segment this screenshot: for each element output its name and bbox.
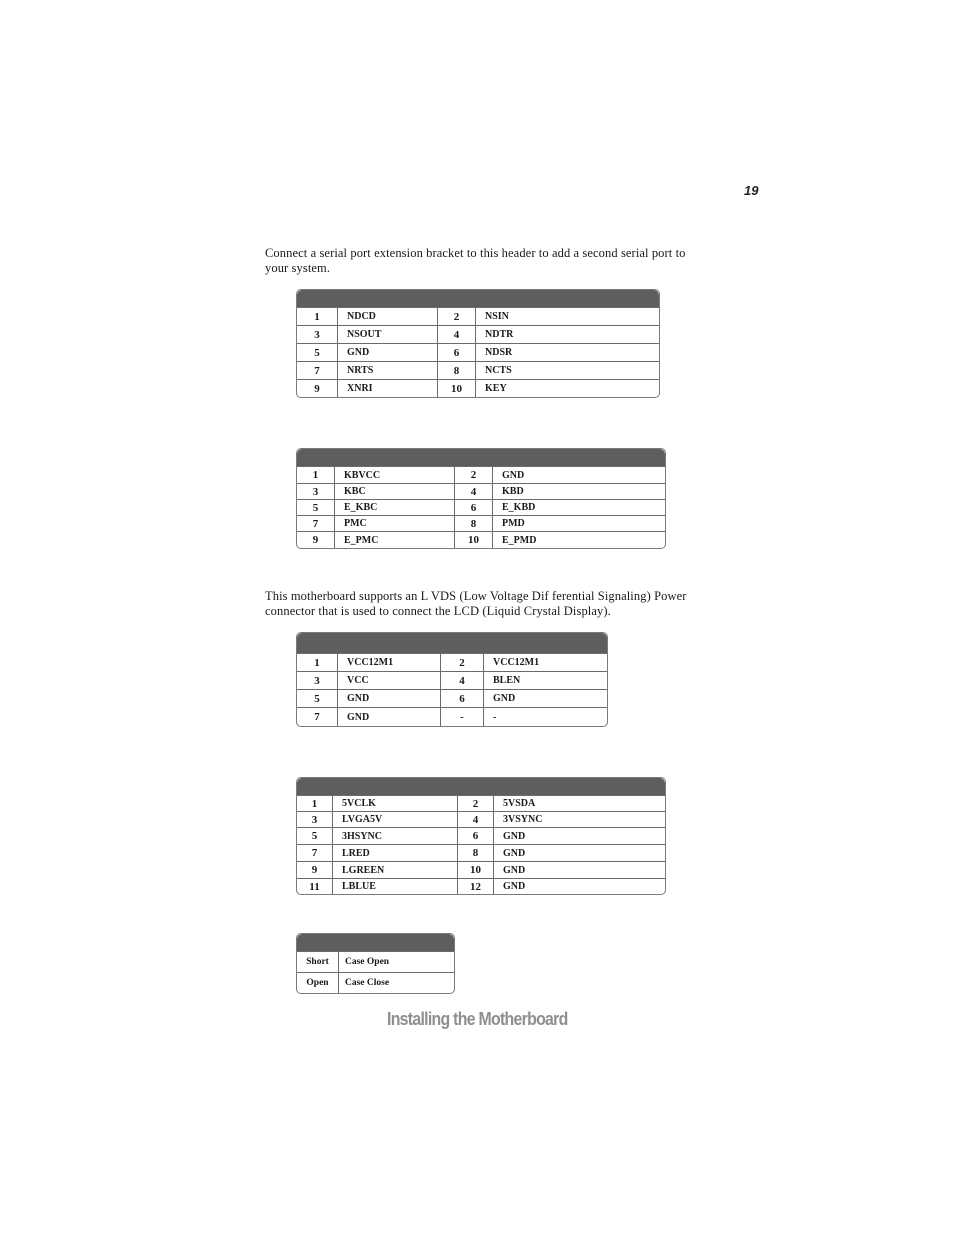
pin-number-cell: Open — [306, 978, 329, 988]
keyboard-mouse-table — [296, 448, 666, 549]
table-row — [297, 343, 659, 361]
signal-name-cell: - — [483, 708, 605, 726]
signal-name-cell: 5VSDA — [493, 796, 663, 811]
table-row — [297, 795, 665, 811]
pin-number-cell: 1 — [314, 310, 320, 323]
signal-name-cell: LBLUE — [332, 879, 457, 894]
signal-name-cell: KBVCC — [334, 467, 454, 483]
pin-number-cell: 11 — [309, 880, 320, 893]
pin-number-cell: 4 — [440, 672, 483, 689]
pin-number-cell: 5 — [311, 830, 318, 842]
signal-name-cell: NDSR — [475, 344, 657, 361]
table-row — [297, 379, 659, 397]
section-footer-title: Installing the Motherboard — [387, 1009, 568, 1029]
signal-name-cell: GND — [493, 879, 663, 894]
pin-number-cell: 7 — [311, 847, 318, 859]
table-header — [297, 449, 665, 466]
table-row — [297, 499, 665, 515]
signal-name-cell: NSOUT — [337, 326, 437, 343]
table-body — [297, 307, 659, 397]
table-header — [297, 290, 659, 307]
signal-name-cell: NCTS — [475, 362, 657, 379]
pin-number-cell: 5 — [314, 692, 320, 705]
signal-name-cell: NRTS — [337, 362, 437, 379]
signal-name-cell: 3VSYNC — [493, 812, 663, 827]
lvga-table — [296, 777, 666, 895]
serial-port-table — [296, 289, 660, 398]
lvds-description-line-2: connector that is used to connect the LCD (Liquid Crystal Display). — [265, 604, 611, 618]
signal-name-cell: LRED — [332, 845, 457, 861]
signal-name-cell: NDTR — [475, 326, 657, 343]
signal-name-cell: GND — [492, 467, 663, 483]
page-number: 19 — [744, 183, 759, 198]
pin-number-cell: 2 — [454, 467, 492, 483]
signal-name-cell: VCC12M1 — [337, 654, 440, 671]
signal-name-cell: PMC — [334, 516, 454, 531]
pin-number-cell: 7 — [314, 364, 320, 377]
pin-number-cell: 6 — [440, 690, 483, 707]
table-row — [297, 531, 665, 548]
pin-number-cell: 6 — [457, 828, 493, 844]
pin-number-cell: 8 — [457, 845, 493, 861]
table-row — [297, 325, 659, 343]
signal-name-cell: GND — [337, 708, 440, 726]
pin-number-cell: 6 — [437, 344, 475, 361]
pin-number-cell: 3 — [314, 328, 320, 341]
pin-number-cell: 1 — [312, 469, 319, 481]
pin-number-cell: 1 — [311, 797, 318, 810]
pin-number-cell: 7 — [312, 517, 319, 530]
pin-number-cell: 5 — [312, 501, 319, 514]
signal-name-cell: BLEN — [483, 672, 605, 689]
signal-name-cell: GND — [337, 344, 437, 361]
table-header — [297, 778, 665, 795]
table-row — [297, 707, 607, 726]
table-header — [297, 633, 607, 653]
pin-number-cell: 10 — [454, 532, 492, 548]
signal-name-cell: E_KBC — [334, 500, 454, 515]
table-row — [297, 307, 659, 325]
signal-name-cell: NDCD — [337, 308, 437, 325]
table-row — [297, 972, 454, 993]
signal-name-cell: Case Close — [338, 973, 452, 993]
signal-name-cell: KEY — [475, 380, 657, 397]
table-body — [297, 951, 454, 993]
pin-number-cell: 2 — [457, 796, 493, 811]
signal-name-cell: VCC — [337, 672, 440, 689]
pin-number-cell: 12 — [457, 879, 493, 894]
table-header — [297, 934, 454, 951]
signal-name-cell: PMD — [492, 516, 663, 531]
table-row — [297, 827, 665, 844]
pin-number-cell: 7 — [314, 711, 320, 723]
pin-number-cell: 9 — [314, 382, 320, 395]
pin-number-cell: 3 — [312, 485, 319, 498]
table-row — [297, 811, 665, 827]
table-row — [297, 653, 607, 671]
table-row — [297, 689, 607, 707]
signal-name-cell: NSIN — [475, 308, 657, 325]
serial-port-description: Connect a serial port extension bracket to this header to add a second serial port to your system. — [265, 246, 686, 275]
lvds-power-table — [296, 632, 608, 727]
table-row — [297, 844, 665, 861]
pin-number-cell: 3 — [314, 674, 320, 687]
signal-name-cell: KBD — [492, 484, 663, 499]
table-row — [297, 671, 607, 689]
signal-name-cell: E_PMC — [334, 532, 454, 548]
lvds-description-line-1: This motherboard supports an L VDS (Low Voltage Dif ferential Signaling) Power — [265, 589, 687, 603]
table-row — [297, 466, 665, 483]
pin-number-cell: 9 — [312, 534, 319, 546]
signal-name-cell: KBC — [334, 484, 454, 499]
pin-number-cell: 10 — [437, 380, 475, 397]
signal-name-cell: GND — [493, 828, 663, 844]
table-body — [297, 466, 665, 548]
pin-number-cell: 1 — [314, 656, 320, 669]
signal-name-cell: LGREEN — [332, 862, 457, 878]
table-row — [297, 483, 665, 499]
pin-number-cell: 4 — [454, 484, 492, 499]
signal-name-cell: GND — [337, 690, 440, 707]
signal-name-cell: GND — [493, 845, 663, 861]
signal-name-cell: GND — [483, 690, 605, 707]
pin-number-cell: 2 — [440, 654, 483, 671]
table-row — [297, 361, 659, 379]
pin-number-cell: 4 — [437, 326, 475, 343]
signal-name-cell: Case Open — [338, 952, 452, 972]
pin-number-cell: 2 — [437, 308, 475, 325]
pin-number-cell: 8 — [454, 516, 492, 531]
pin-number-cell: Short — [306, 957, 329, 967]
signal-name-cell: XNRI — [337, 380, 437, 397]
case-open-table — [296, 933, 455, 994]
table-row — [297, 951, 454, 972]
pin-number-cell: 4 — [457, 812, 493, 827]
table-row — [297, 861, 665, 878]
table-row — [297, 878, 665, 894]
pin-number-cell: 5 — [314, 346, 320, 359]
table-row — [297, 515, 665, 531]
signal-name-cell: E_PMD — [492, 532, 663, 548]
signal-name-cell: VCC12M1 — [483, 654, 605, 671]
signal-name-cell: E_KBD — [492, 500, 663, 515]
signal-name-cell: GND — [493, 862, 663, 878]
signal-name-cell: 3HSYNC — [332, 828, 457, 844]
pin-number-cell: 9 — [311, 864, 318, 876]
table-body — [297, 795, 665, 894]
pin-number-cell: - — [440, 708, 483, 726]
pin-number-cell: 10 — [457, 862, 493, 878]
pin-number-cell: 3 — [311, 813, 318, 826]
pin-number-cell: 8 — [437, 362, 475, 379]
signal-name-cell: LVGA5V — [332, 812, 457, 827]
pin-number-cell: 6 — [454, 500, 492, 515]
signal-name-cell: 5VCLK — [332, 796, 457, 811]
table-body — [297, 653, 607, 726]
